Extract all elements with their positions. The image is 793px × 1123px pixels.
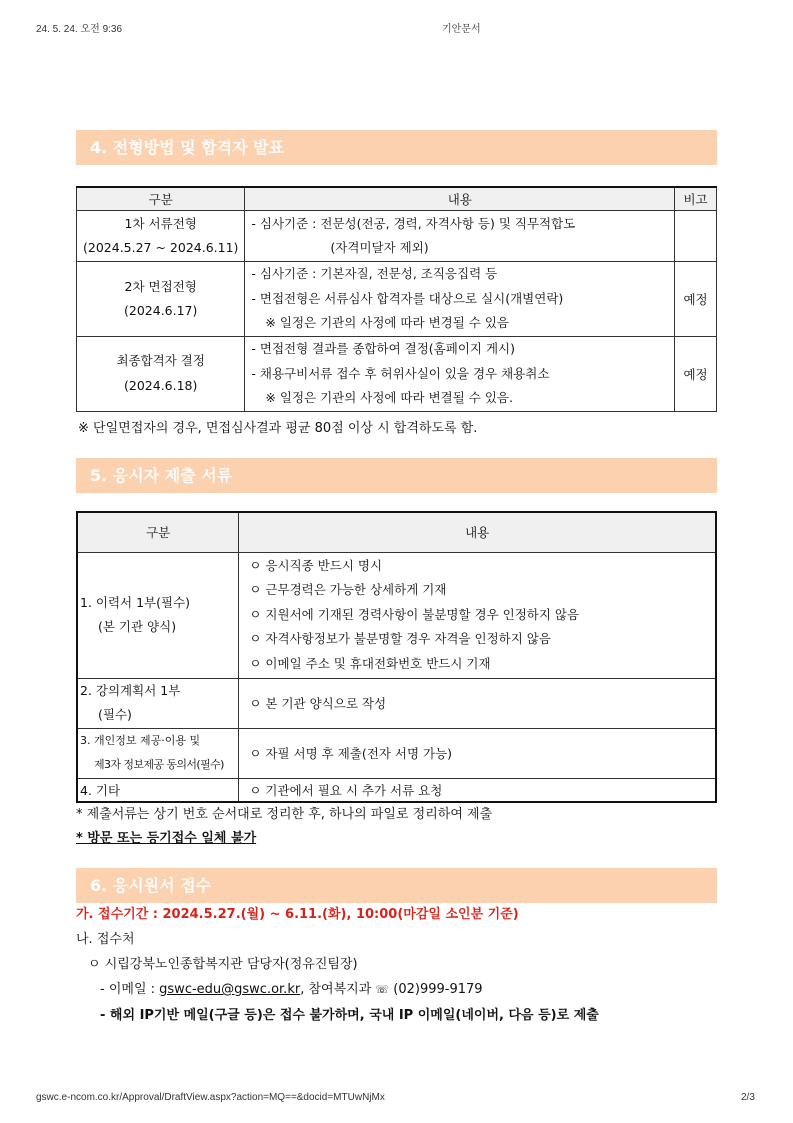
section4-title: 4. 전형방법 및 합격자 발표 xyxy=(76,130,717,165)
table-row xyxy=(77,337,717,412)
row-content-line: ㅇ 자격사항정보가 불분명할 경우 자격을 인정하지 않음 xyxy=(249,631,551,647)
table-row xyxy=(77,778,716,802)
row-category: 4. 기타 xyxy=(77,778,239,802)
row-content-line: ※ 일정은 기관의 사정에 따라 변경될 수 있음 xyxy=(265,315,509,331)
row-category-sub: 제3자 정보제공 동의서(필수) xyxy=(94,758,224,771)
row-content-line: ※ 일정은 기관의 사정에 따라 변결될 수 있음. xyxy=(265,390,513,405)
phone-number: (02)999-9179 xyxy=(389,982,483,997)
row-category-sub: (필수) xyxy=(98,707,132,722)
print-page-number: 2/3 xyxy=(741,1092,755,1103)
table-row xyxy=(77,678,716,728)
table-row xyxy=(77,728,716,778)
header-content: 내용 xyxy=(239,512,716,552)
row-content-line: ㅇ 지원서에 기재된 경력사항이 불분명할 경우 인정하지 않음 xyxy=(249,606,580,622)
contact-line xyxy=(100,978,483,997)
documents-table xyxy=(76,511,717,803)
row-category: 3. 개인정보 제공·이용 및 xyxy=(80,733,201,747)
section5-note: * 제출서류는 상기 번호 순서대로 정리한 후, 하나의 파일로 정리하여 제출 xyxy=(76,807,493,822)
section5-warning: * 방문 또는 등기접수 일체 불가 xyxy=(76,831,257,846)
phone-icon: ☏ xyxy=(375,983,390,996)
row-category-date: (2024.5.27 ~ 2024.6.11) xyxy=(83,240,239,255)
print-datetime: 24. 5. 24. 오전 9:36 xyxy=(36,24,123,35)
email-link[interactable]: gswc-edu@gswc.or.kr xyxy=(159,982,301,997)
table-row xyxy=(77,552,716,678)
row-category-sub: (본 기관 양식) xyxy=(98,619,177,634)
table-header-row xyxy=(77,512,716,552)
application-place-label: 나. 접수처 xyxy=(76,932,135,947)
table-row xyxy=(77,211,717,262)
email-label: - 이메일 : xyxy=(100,982,160,997)
row-content-line: ㅇ 이메일 주소 및 휴대전화번호 반드시 기재 xyxy=(249,655,491,671)
selection-table xyxy=(76,186,717,412)
section6-title: 6. 응시원서 접수 xyxy=(76,868,717,903)
row-content-line: ㅇ 응시직종 반드시 명시 xyxy=(249,557,383,573)
row-content-line: - 면접전형은 서류심사 합격자를 대상으로 실시(개별연락) xyxy=(251,290,564,306)
row-content-line: (자격미달자 제외) xyxy=(330,240,429,255)
print-doc-title: 기안문서 xyxy=(442,24,481,35)
email-ip-warning: - 해외 IP기반 메일(구글 등)은 접수 불가하며, 국내 IP 이메일(네이버, 다음 등)로 제출 xyxy=(100,1008,599,1023)
row-category: 2. 강의계획서 1부 xyxy=(80,682,181,698)
row-category: 최종합격자 결정 xyxy=(116,353,205,369)
header-category: 구분 xyxy=(77,512,239,552)
row-content-line: - 면접전형 결과를 종합하여 결정(홈페이지 게시) xyxy=(251,341,515,356)
row-category-date: (2024.6.18) xyxy=(124,377,198,393)
row-content-line: ㅇ 근무경력은 가능한 상세하게 기재 xyxy=(249,582,447,598)
section4-footnote: ※ 단일면접자의 경우, 면접심사결과 평균 80점 이상 시 합격하도록 함. xyxy=(78,421,478,436)
row-content-line: - 심사기준 : 전문성(전공, 경력, 자격사항 등) 및 직무적합도 xyxy=(251,215,576,231)
row-note xyxy=(675,211,717,262)
print-url: gswc.e-ncom.co.kr/Approval/DraftView.aspx?action=MQ==&docid=MTUwNjMx xyxy=(36,1092,385,1103)
row-category: 1. 이력서 1부(필수) xyxy=(80,594,191,610)
row-note: 예정 xyxy=(675,337,717,412)
header-category: 구분 xyxy=(77,187,245,211)
row-category-date: (2024.6.17) xyxy=(124,303,198,318)
row-category: 1차 서류전형 xyxy=(124,215,197,231)
row-category: 2차 면접전형 xyxy=(124,278,197,294)
application-place: ㅇ 시립강북노인종합복지관 담당자(정유진팀장) xyxy=(88,957,358,972)
header-note: 비고 xyxy=(675,187,717,211)
application-period: 가. 접수기간 : 2024.5.27.(월) ~ 6.11.(화), 10:00(마감일 소인분 기준) xyxy=(76,907,519,922)
row-note: 예정 xyxy=(675,262,717,337)
row-content-line: - 심사기준 : 기본자질, 전문성, 조직응집력 등 xyxy=(251,266,498,282)
section5-title: 5. 응시자 제출 서류 xyxy=(76,458,717,493)
department: , 참여복지과 xyxy=(300,982,376,997)
row-content-line: ㅇ 본 기관 양식으로 작성 xyxy=(239,678,716,728)
row-content-line: ㅇ 자필 서명 후 제출(전자 서명 가능) xyxy=(239,728,716,778)
row-content-line: - 채용구비서류 접수 후 허위사실이 있을 경우 채용취소 xyxy=(251,365,550,381)
row-content-line: ㅇ 기관에서 필요 시 추가 서류 요청 xyxy=(239,778,716,802)
table-row xyxy=(77,262,717,337)
table-header-row xyxy=(77,187,717,211)
header-content: 내용 xyxy=(245,187,675,211)
